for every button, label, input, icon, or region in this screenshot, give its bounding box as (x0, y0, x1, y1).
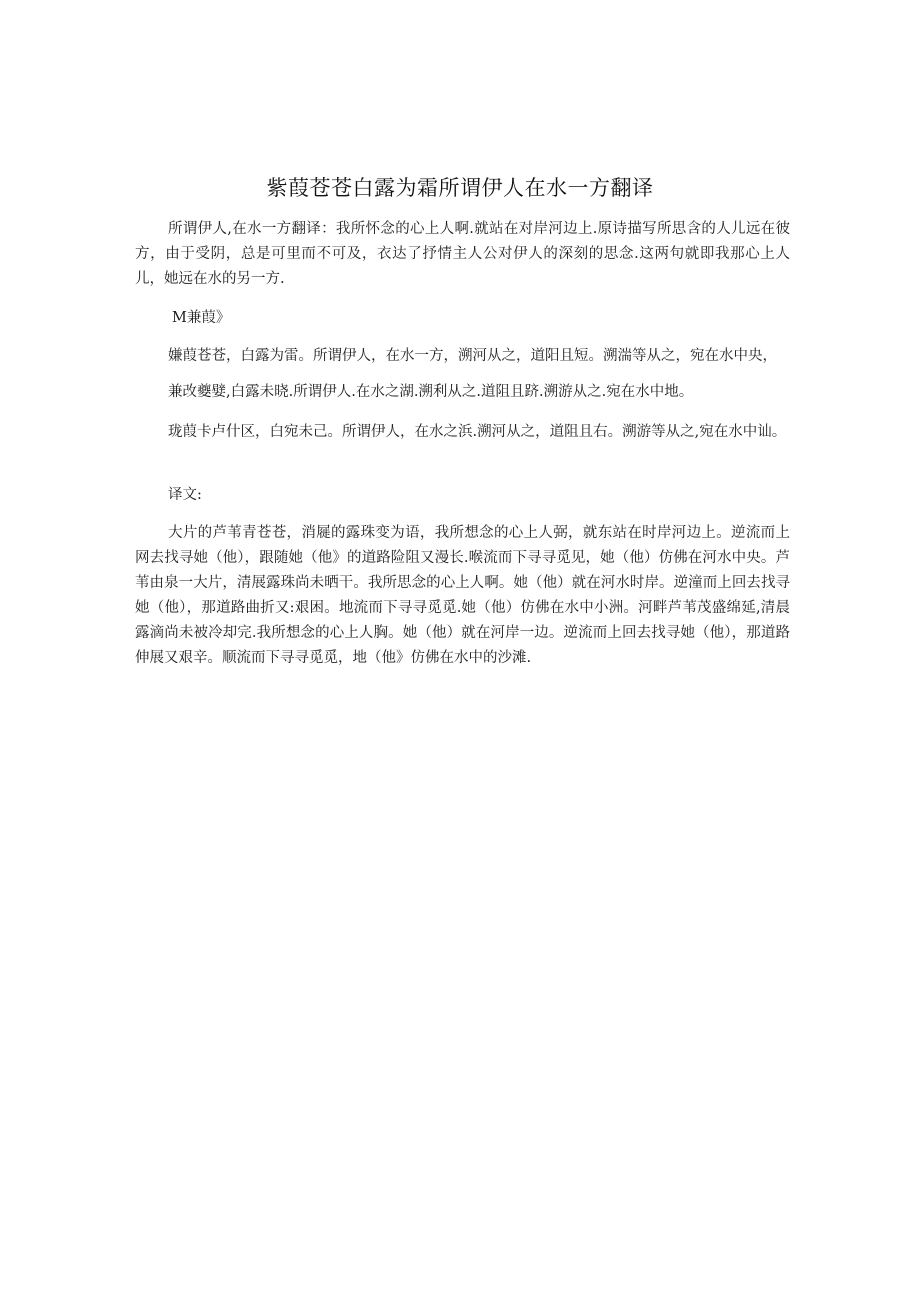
poem-heading: M兼葭》 (172, 310, 231, 326)
translation-paragraph: 大片的芦苇青苍苍，消屣的露珠变为语，我所想念的心上人弼，就东站在时岸河边上。逆流而上网去找寻她（他），跟随她（他》的道路险阻又漫长.喉流而下寻寻觅见，她（他）仿佛在河水中央。芦苇由泉一大片，清展露珠尚未晒干。我所思念的心上人啊。她（他）就在河水时岸。逆潼而上回去找寻她（他），那道路曲折又:艰困。地流而下寻寻觅觅.她（他）仿佛在水中小洲。河畔芦苇茂盛绵延,清晨露滴尚未被冷却完.我所想念的心上人胸。她（他）就在河岸一边。逆流而上回去找寻她（他），那道路伸展又艰辛。顺流而下寻寻觅觅，地（他》仿佛在水中的沙滩. (135, 525, 790, 666)
translation-heading: 译文: (168, 487, 202, 503)
page-title: 紫葭苍苍白露为霜所谓伊人在水一方翻译 (266, 176, 654, 200)
poem-stanza-3: 珑葭卡卢什区，白宛未己。所谓伊人，在水之浜.溯河从之，道阻且右。溯游等从之,宛在水中讪。 (168, 424, 787, 440)
intro-paragraph: 所谓伊人,在水一方翻译：我所怀念的心上人啊.就站在对岸河边上.原诗描写所思含的人儿远在彼方，由于受阴，总是可里而不可及，衣达了抒情主人公对伊人的深刻的思念.这两句就即我那心上人儿，她远在水的另一方. (135, 221, 790, 287)
poem-stanza-2: 兼改夔嬖,白露未晓.所谓伊人.在水之湖.溯利从之.道阻且跻.溯游从之.宛在水中地。 (168, 384, 694, 400)
poem-stanza-1: 嫌葭苍苍，白露为雷。所谓伊人，在水一方，溯河从之，道阳且短。溯湍等从之，宛在水中央， (168, 348, 777, 364)
